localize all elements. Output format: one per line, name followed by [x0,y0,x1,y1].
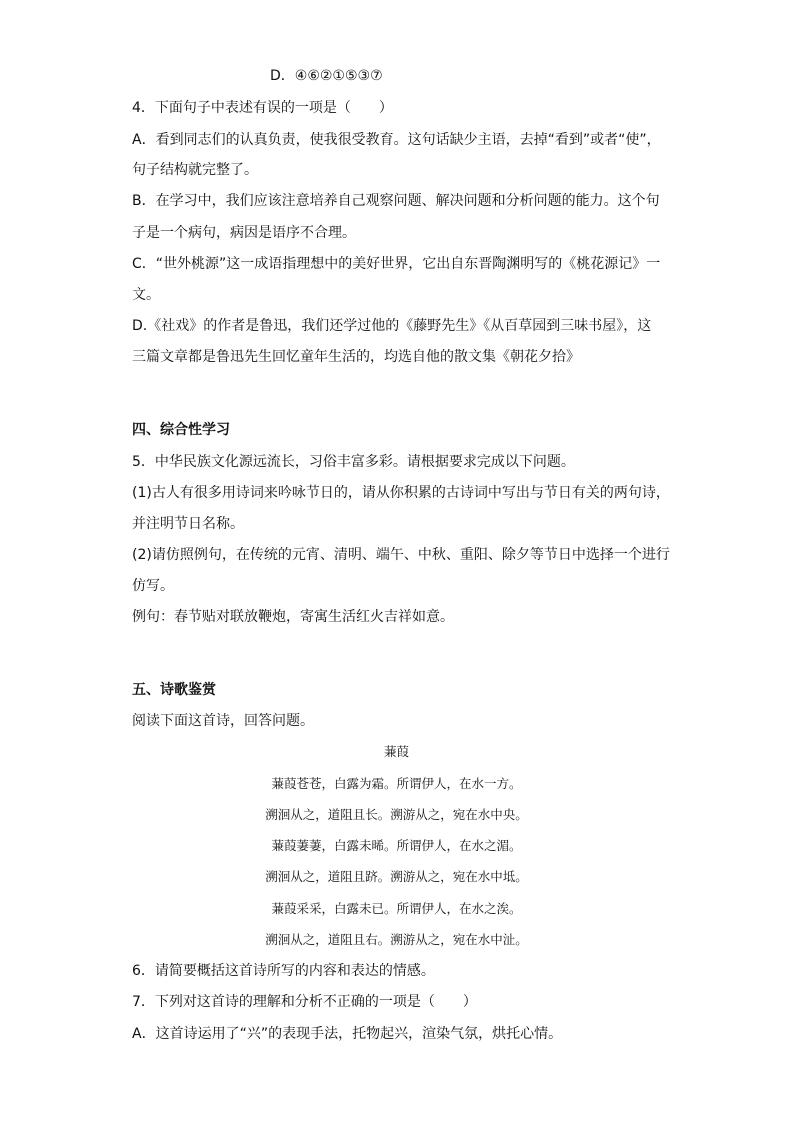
q5-part2-line1: (2)请仿照例句，在传统的元宵、清明、端午、中秋、重阳、除夕等节日中选择一个进行 [132,547,670,563]
poem-verse: 蒹葭萋萋，白露未晞。所谓伊人，在水之湄。 [271,838,522,853]
q5-example: 例句：春节贴对联放鞭炮，寄寓生活红火吉祥如意。 [132,609,454,625]
q4-option-c-line1: C．“世外桃源”这一成语指理想中的美好世界，它出自东晋陶渊明写的《桃花源记》一 [132,256,661,272]
q7-option-a: A．这首诗运用了“兴”的表现手法，托物起兴，渲染气氛，烘托心情。 [132,1026,563,1042]
q4-option-d-line2: 三篇文章都是鲁迅先生回忆童年生活的，均选自他的散文集《朝花夕拾》 [132,349,580,365]
q6: 6．请简要概括这首诗所写的内容和表达的情感。 [132,963,435,979]
poem-verse: 蒹葭苍苍，白露为霜。所谓伊人，在水一方。 [271,776,522,791]
q4-option-a-line2: 句子结构就完整了。 [132,162,258,178]
q7-stem: 7．下列对这首诗的理解和分析不正确的一项是（ ） [132,994,477,1010]
q5-part1-line2: 并注明节日名称。 [132,516,244,532]
q4-option-b-line2: 子是一个病句，病因是语序不合理。 [132,225,356,241]
q5-part2-line2: 仿写。 [132,578,174,594]
q4-option-c-line2: 文。 [132,287,160,303]
q4-stem: 4．下面句子中表述有误的一项是（ ） [132,100,393,116]
section-4-title: 四、综合性学习 [132,422,230,438]
q4-option-b-line1: B．在学习中，我们应该注意培养自己观察问题、解决问题和分析问题的能力。这个句 [132,193,660,209]
q4-option-a-line1: A．看到同志们的认真负责，使我很受教育。这句话缺少主语，去掉“看到”或者“使”， [132,132,661,148]
poem-verse: 溯洄从之，道阻且长。溯游从之，宛在水中央。 [265,807,528,822]
poem-verse: 蒹葭采采，白露未已。所谓伊人，在水之涘。 [271,901,522,916]
poem-title: 蒹葭 [383,744,409,759]
section-5-title: 五、诗歌鉴赏 [132,682,216,698]
poem-verse: 溯洄从之，道阻且右。溯游从之，宛在水中沚。 [265,932,528,947]
poem-verse: 溯洄从之，道阻且跻。溯游从之，宛在水中坻。 [265,869,528,884]
q5-part1-line1: (1)古人有很多用诗词来吟咏节日的，请从你积累的古诗词中写出与节日有关的两句诗， [132,485,670,501]
q3-option-d: D．④⑥②①⑤③⑦ [270,68,383,84]
q4-option-d-line1: D.《社戏》的作者是鲁迅，我们还学过他的《藤野先生》《从百草园到三味书屋》，这 [132,318,652,334]
q5-stem: 5．中华民族文化源远流长，习俗丰富多彩。请根据要求完成以下问题。 [132,454,575,470]
poem-intro: 阅读下面这首诗，回答问题。 [132,713,314,729]
